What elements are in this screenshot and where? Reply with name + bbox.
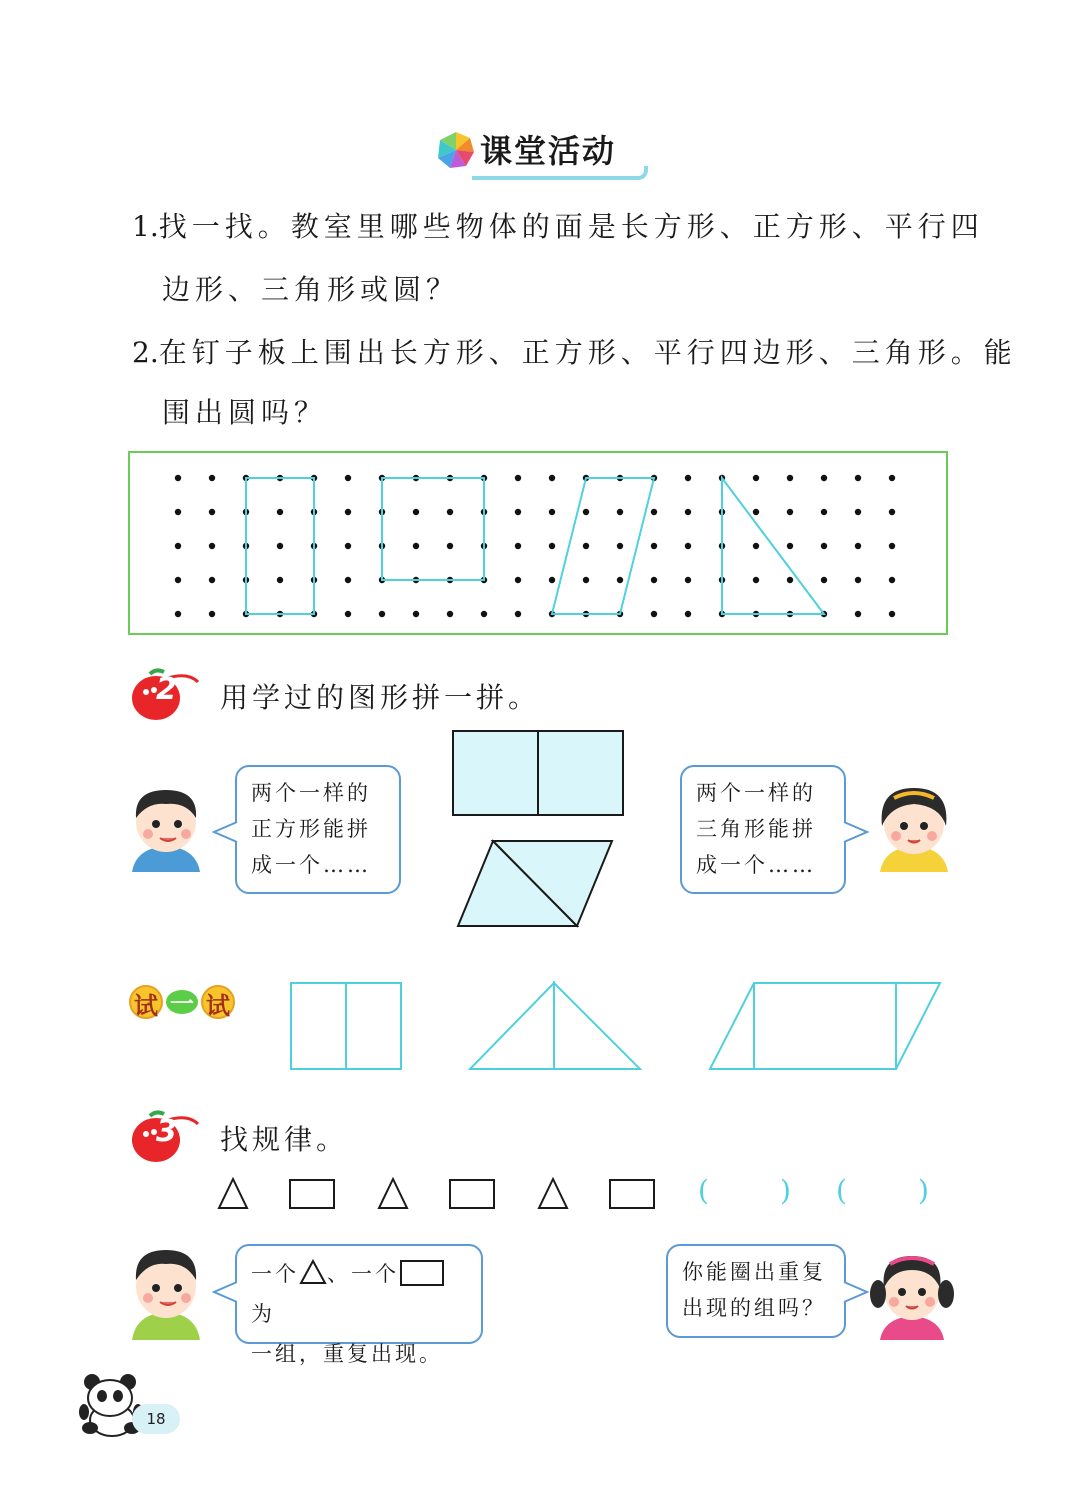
try-triangle-right xyxy=(554,983,640,1069)
blank-paren-close: ) xyxy=(780,1174,791,1207)
peg-dot xyxy=(685,577,691,583)
girl-avatar-bottom xyxy=(870,1250,954,1340)
combined-shapes xyxy=(450,728,626,930)
peg-dot xyxy=(889,611,895,617)
blank-paren-close: ) xyxy=(918,1174,929,1207)
section-title-underline xyxy=(472,166,648,180)
peg-dot xyxy=(447,611,453,617)
pegboard-square xyxy=(382,478,484,580)
peg-dot xyxy=(753,543,759,549)
section-title-text: 课堂活动 xyxy=(480,132,617,170)
peg-dot xyxy=(617,543,623,549)
peg-dot xyxy=(855,611,861,617)
pinwheel-icon xyxy=(436,130,476,170)
blank-paren-open: ( xyxy=(698,1174,709,1207)
peg-dot xyxy=(753,475,759,481)
bubble-line: 一组，重复出现。 xyxy=(251,1342,443,1366)
peg-dot xyxy=(175,543,181,549)
peg-dot xyxy=(889,543,895,549)
peg-dot xyxy=(549,475,555,481)
peg-dot xyxy=(515,611,521,617)
try-it-badge xyxy=(128,984,236,1020)
speech-bubble-girl-bottom xyxy=(666,1244,846,1338)
try-rect-right xyxy=(346,983,401,1069)
peg-dot xyxy=(209,509,215,515)
try-triangle-left xyxy=(470,983,554,1069)
peg-dot xyxy=(685,509,691,515)
question-1-line-2: 边形、三角形或圆？ xyxy=(162,273,460,306)
peg-dot xyxy=(175,509,181,515)
peg-dot xyxy=(855,475,861,481)
peg-dot xyxy=(549,543,555,549)
peg-dot xyxy=(685,475,691,481)
bubble-line: 你能圈出重复 xyxy=(682,1260,826,1284)
speech-bubble-boy-left xyxy=(235,765,401,894)
girl-avatar xyxy=(874,782,954,872)
peg-dot xyxy=(753,509,759,515)
inline-rectangle-icon xyxy=(399,1259,445,1287)
blank-paren-open: ( xyxy=(836,1174,847,1207)
peg-dot xyxy=(209,543,215,549)
peg-dot xyxy=(787,543,793,549)
question-1 xyxy=(132,212,984,242)
task-3-number: 3 xyxy=(156,1114,177,1149)
pattern-triangle xyxy=(379,1179,407,1208)
bubble-line: 两个一样的 xyxy=(251,781,371,805)
try-triangle-a xyxy=(710,983,754,1069)
peg-dot xyxy=(549,509,555,515)
pattern-row xyxy=(214,1174,674,1214)
bubble-text: 为 xyxy=(251,1302,275,1326)
peg-dot xyxy=(209,475,215,481)
peg-dot xyxy=(583,509,589,515)
peg-dot xyxy=(821,543,827,549)
task-3-title: 找规律。 xyxy=(220,1123,349,1156)
page-number: 18 xyxy=(132,1404,180,1434)
peg-dot xyxy=(753,577,759,583)
boy-avatar xyxy=(126,782,206,872)
try-it-right: 试 xyxy=(206,992,230,1020)
peg-dot xyxy=(889,509,895,515)
peg-dot xyxy=(617,509,623,515)
peg-dot xyxy=(413,543,419,549)
question-text: 找一找。教室里哪些物体的面是长方形、正方形、平行四 xyxy=(158,210,984,243)
pattern-rectangle xyxy=(610,1180,654,1208)
peg-dots xyxy=(175,475,895,617)
question-2 xyxy=(132,338,1017,368)
peg-dot xyxy=(345,543,351,549)
peg-dot xyxy=(345,611,351,617)
peg-dot xyxy=(379,611,385,617)
peg-dot xyxy=(889,577,895,583)
peg-dot xyxy=(889,475,895,481)
try-it-shapes xyxy=(288,980,948,1072)
bubble-line: 两个一样的 xyxy=(696,781,816,805)
peg-dot xyxy=(209,611,215,617)
question-text: 在钉子板上围出长方形、正方形、平行四边形、三角形。能 xyxy=(158,336,1017,369)
peg-dot xyxy=(787,577,793,583)
peg-dot xyxy=(651,577,657,583)
try-it-mid: 一 xyxy=(170,990,194,1018)
try-triangle-b xyxy=(896,983,940,1069)
try-rect-left xyxy=(291,983,346,1069)
peg-dot xyxy=(481,611,487,617)
bubble-line xyxy=(251,1254,467,1334)
peg-dot xyxy=(277,577,283,583)
peg-dot xyxy=(651,543,657,549)
peg-dot xyxy=(685,543,691,549)
peg-dot xyxy=(345,475,351,481)
peg-dot xyxy=(175,475,181,481)
peg-dot xyxy=(821,509,827,515)
boy-avatar-bottom xyxy=(126,1244,206,1340)
question-2-line-2: 围出圆吗？ xyxy=(162,396,328,429)
peg-dot xyxy=(685,611,691,617)
peg-dot xyxy=(345,577,351,583)
peg-dot xyxy=(345,509,351,515)
bubble-line: 成一个…… xyxy=(696,853,816,877)
peg-dot xyxy=(515,577,521,583)
peg-dot xyxy=(855,543,861,549)
peg-dot xyxy=(855,509,861,515)
section-title xyxy=(436,126,646,176)
question-number: 1. xyxy=(132,210,159,243)
pegboard-parallelogram xyxy=(552,478,654,614)
bubble-line: 出现的组吗？ xyxy=(682,1296,826,1320)
peg-dot xyxy=(447,509,453,515)
peg-dot xyxy=(583,577,589,583)
peg-dot xyxy=(787,475,793,481)
try-it-left: 试 xyxy=(134,992,158,1020)
peg-dot xyxy=(209,577,215,583)
peg-dot xyxy=(617,577,623,583)
peg-dot xyxy=(447,543,453,549)
speech-bubble-girl-right xyxy=(680,765,846,894)
square-left xyxy=(453,731,538,815)
try-rectangle-middle xyxy=(754,983,896,1069)
bubble-tail xyxy=(843,820,869,844)
peg-dot xyxy=(651,509,657,515)
peg-dot xyxy=(787,509,793,515)
peg-dot xyxy=(515,543,521,549)
speech-bubble-boy-bottom xyxy=(235,1244,483,1366)
bubble-tail xyxy=(843,1280,869,1304)
pattern-rectangle xyxy=(290,1180,334,1208)
bubble-tail xyxy=(212,1280,238,1304)
peg-dot xyxy=(583,543,589,549)
peg-dot xyxy=(277,509,283,515)
pegboard-triangle xyxy=(722,478,824,614)
pegboard-figure xyxy=(130,453,946,633)
bubble-text: 、一个 xyxy=(327,1262,399,1286)
peg-dot xyxy=(515,509,521,515)
question-number: 2. xyxy=(132,336,159,369)
peg-dot xyxy=(413,611,419,617)
task-2-title: 用学过的图形拼一拼。 xyxy=(220,681,541,714)
bubble-text: 一个 xyxy=(251,1262,299,1286)
peg-dot xyxy=(821,475,827,481)
square-right xyxy=(538,731,623,815)
pegboard xyxy=(128,451,948,635)
peg-dot xyxy=(549,577,555,583)
bubble-line: 三角形能拼 xyxy=(696,817,816,841)
peg-dot xyxy=(277,543,283,549)
peg-dot xyxy=(175,577,181,583)
task-2-number: 2 xyxy=(156,672,177,707)
bubble-line: 成一个…… xyxy=(251,853,371,877)
inline-triangle-icon xyxy=(299,1259,327,1285)
peg-dot xyxy=(515,475,521,481)
peg-dot xyxy=(413,509,419,515)
pattern-triangle xyxy=(219,1179,247,1208)
peg-dot xyxy=(651,611,657,617)
pattern-rectangle xyxy=(450,1180,494,1208)
peg-dot xyxy=(175,611,181,617)
peg-dot xyxy=(821,577,827,583)
pattern-triangle xyxy=(539,1179,567,1208)
bubble-line: 正方形能拼 xyxy=(251,817,371,841)
peg-dot xyxy=(855,577,861,583)
bubble-tail xyxy=(212,820,238,844)
